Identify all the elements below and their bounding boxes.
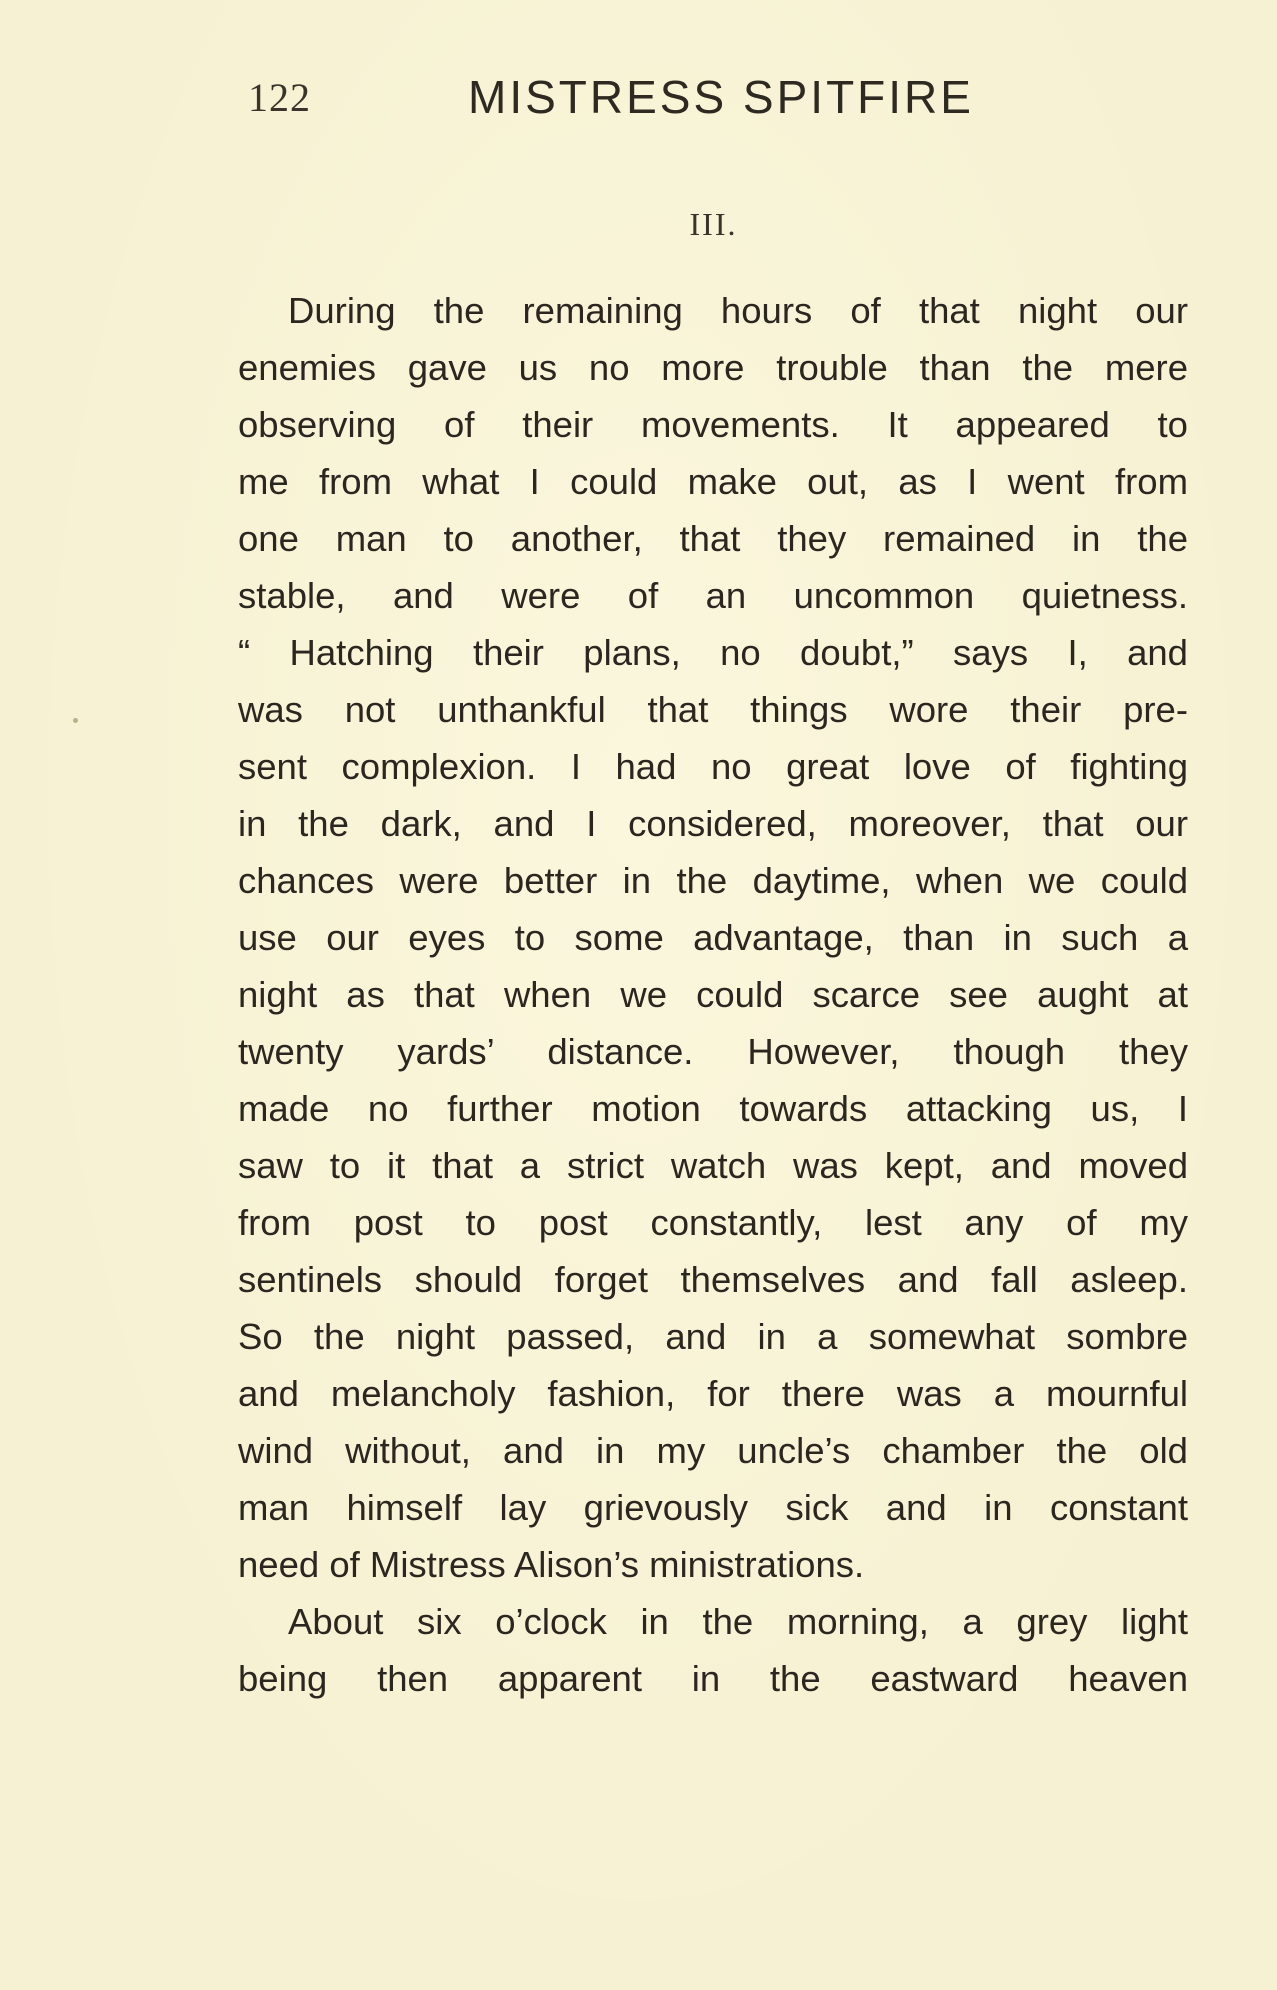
- text-line: saw to it that a strict watch was kept, and moved: [238, 1145, 1188, 1186]
- text-line: made no further motion towards attacking us, I: [238, 1088, 1188, 1129]
- text-line: was not unthankful that things wore their pre-: [238, 689, 1188, 730]
- text-line: chances were better in the daytime, when we could: [238, 860, 1188, 901]
- margin-speck: [73, 718, 78, 723]
- text-line: and melancholy fashion, for there was a mournful: [238, 1373, 1188, 1414]
- text-line: one man to another, that they remained in the: [238, 518, 1188, 559]
- text-line: sentinels should forget themselves and fall asleep.: [238, 1259, 1188, 1300]
- text-line: in the dark, and I considered, moreover, that our: [238, 803, 1188, 844]
- text-line: So the night passed, and in a somewhat sombre: [238, 1316, 1188, 1357]
- text-line: man himself lay grievously sick and in constant: [238, 1487, 1188, 1528]
- text-line: wind without, and in my uncle’s chamber the old: [238, 1430, 1188, 1471]
- text-line: stable, and were of an uncommon quietness.: [238, 575, 1188, 616]
- page-header: [238, 70, 1188, 130]
- running-title: MISTRESS SPITFIRE: [468, 71, 974, 123]
- page-number: 122: [248, 75, 311, 120]
- body-text: [238, 282, 1188, 1707]
- text-line: being then apparent in the eastward heaven: [238, 1658, 1188, 1699]
- text-line: twenty yards’ distance. However, though they: [238, 1031, 1188, 1072]
- text-line: enemies gave us no more trouble than the mere: [238, 347, 1188, 388]
- text-line: About six o’clock in the morning, a grey light: [288, 1601, 1188, 1642]
- text-line: “ Hatching their plans, no doubt,” says I, and: [238, 632, 1188, 673]
- text-line: use our eyes to some advantage, than in such a: [238, 917, 1188, 958]
- text-line: need of Mistress Alison’s ministrations.: [238, 1544, 865, 1585]
- text-line: me from what I could make out, as I went from: [238, 461, 1188, 502]
- section-heading: III.: [689, 206, 738, 242]
- text-line: observing of their movements. It appeared to: [238, 404, 1188, 445]
- text-line: sent complexion. I had no great love of fighting: [238, 746, 1188, 787]
- text-line: During the remaining hours of that night our: [288, 290, 1188, 331]
- text-line: from post to post constantly, lest any of my: [238, 1202, 1188, 1243]
- text-line: night as that when we could scarce see aught at: [238, 974, 1188, 1015]
